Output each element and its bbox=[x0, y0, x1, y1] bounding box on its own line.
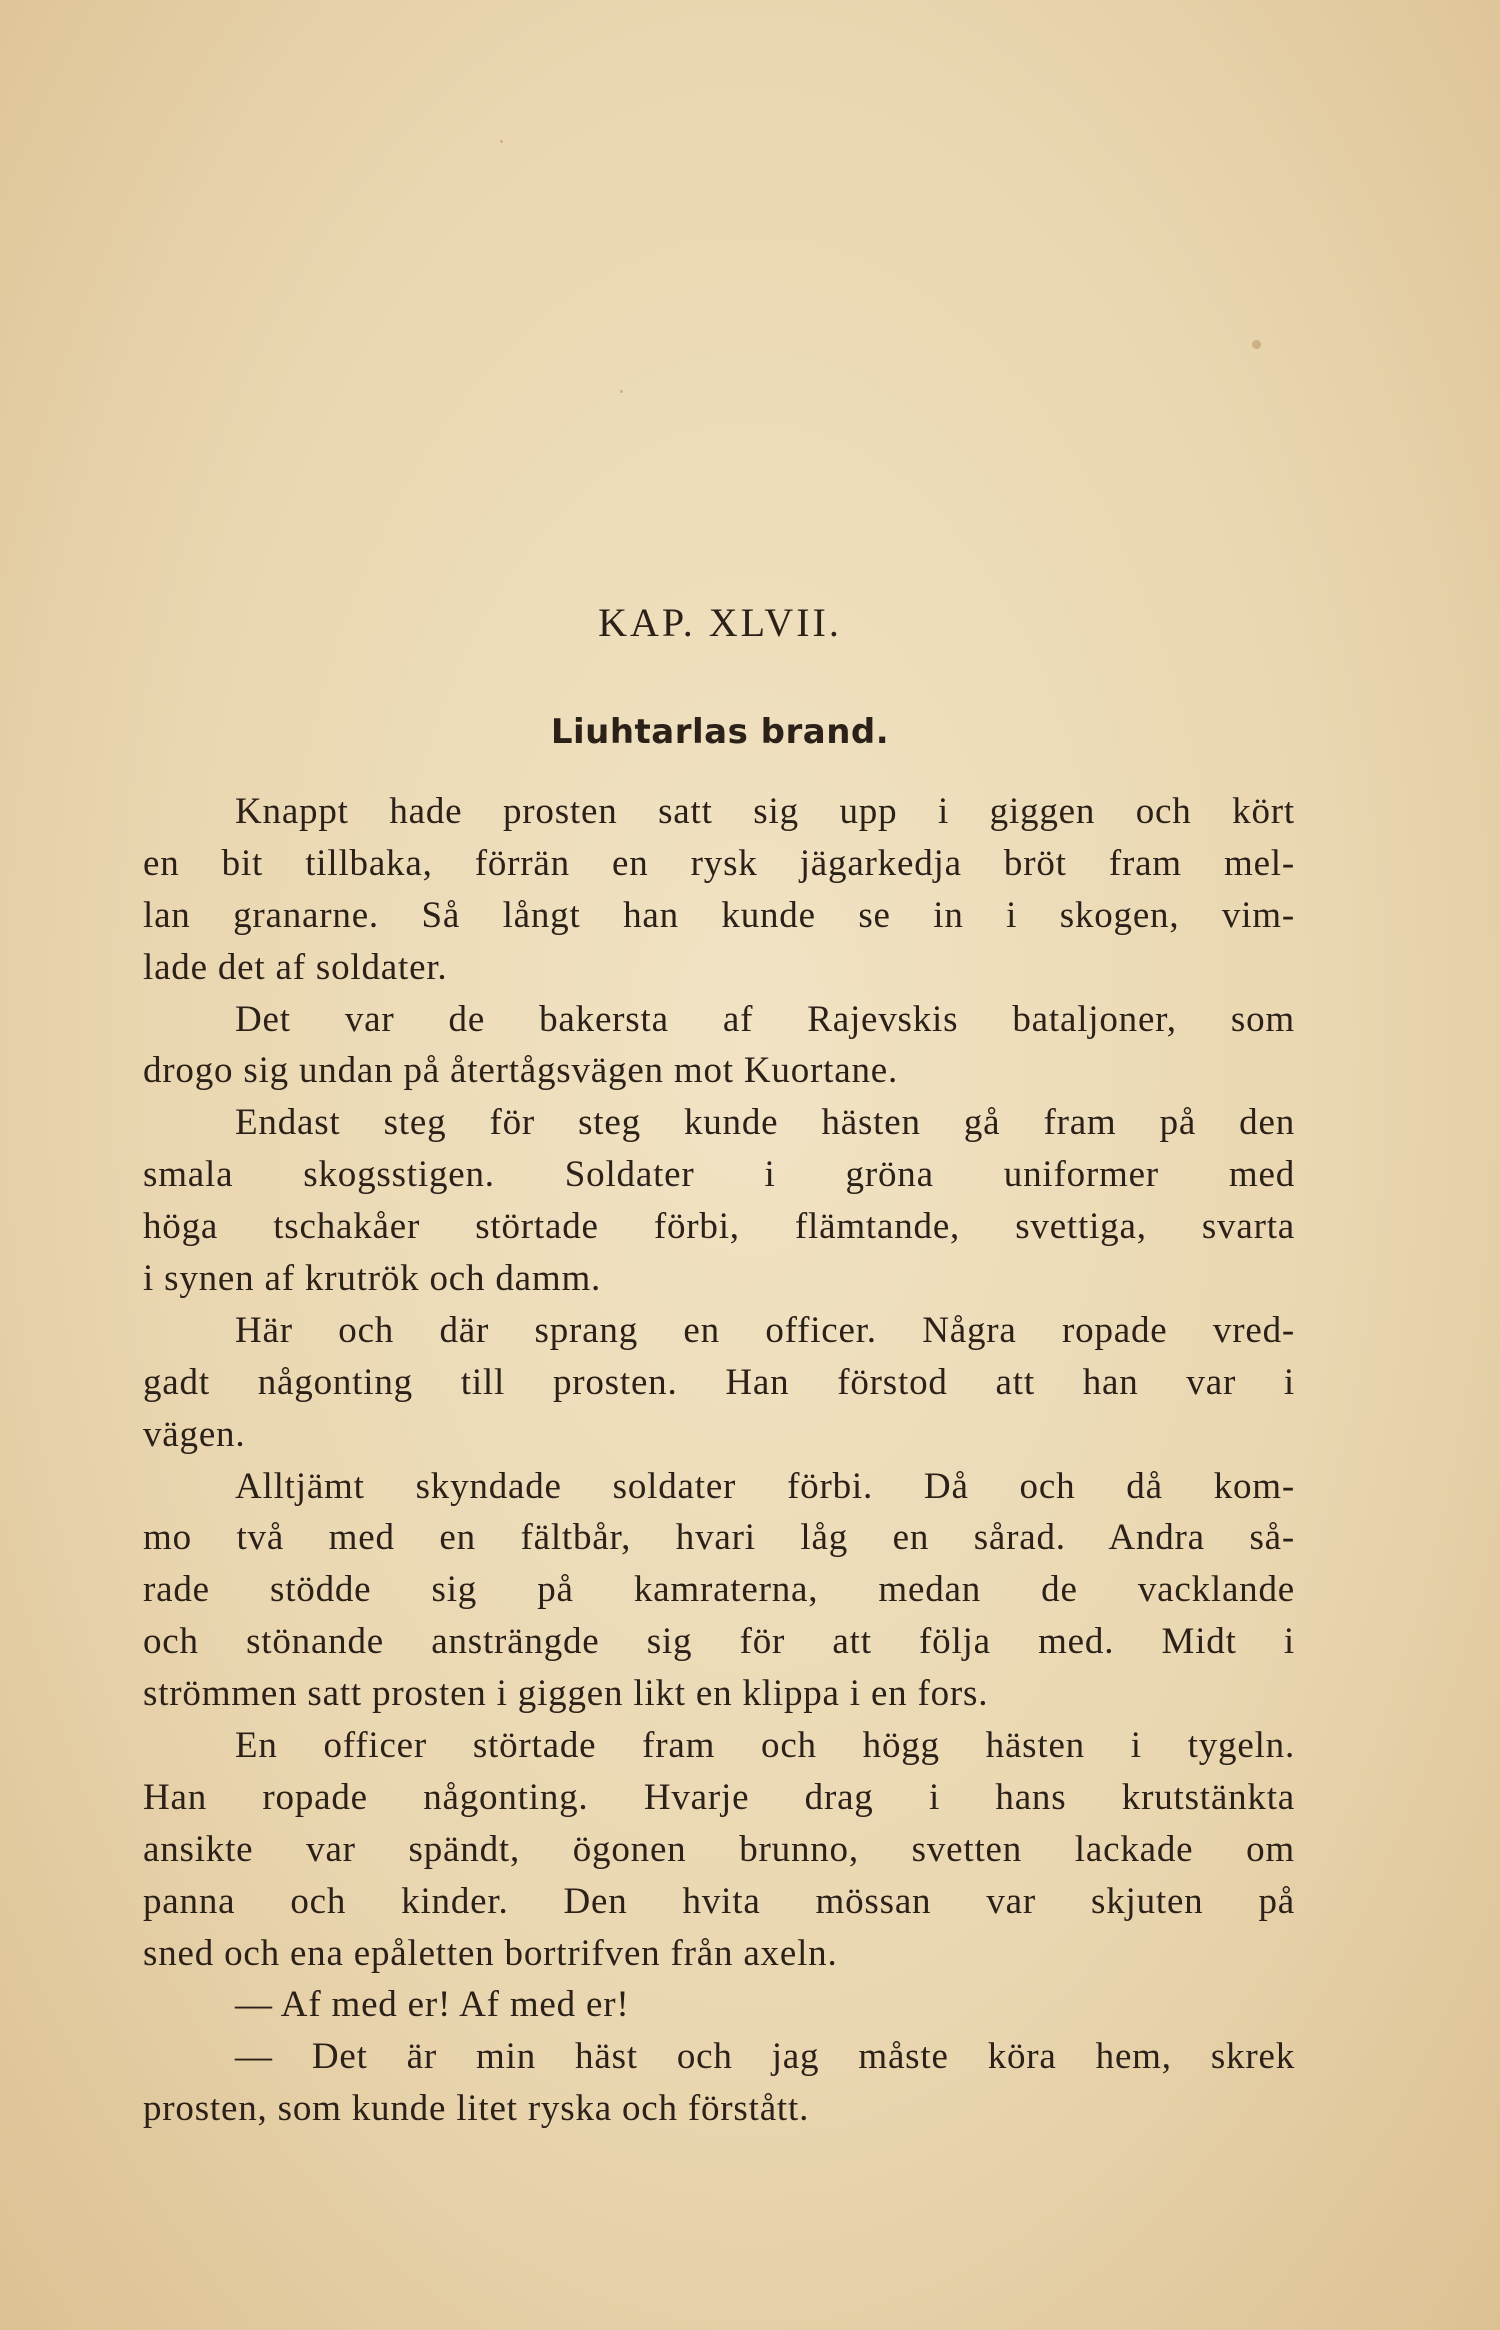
text-line: — Af med er! Af med er! bbox=[235, 1984, 630, 2026]
text-line: Endast steg för steg kunde hästen gå fram på den bbox=[235, 1102, 1295, 1144]
text-line: lan granarne. Så långt han kunde se in i skogen, vim- bbox=[143, 894, 1295, 936]
text-line: Han ropade någonting. Hvarje drag i hans krutstänkta bbox=[143, 1776, 1295, 1818]
text-line: Alltjämt skyndade soldater förbi. Då och då kom- bbox=[235, 1465, 1295, 1507]
text-line: i synen af krutrök och damm. bbox=[143, 1258, 602, 1300]
paper-speck bbox=[1252, 340, 1261, 349]
text-line: rade stödde sig på kamraterna, medan de vacklande bbox=[143, 1569, 1295, 1611]
text-line: gadt någonting till prosten. Han förstod att han var i bbox=[143, 1361, 1295, 1403]
text-line: höga tschakåer störtade förbi, flämtande, svettiga, svarta bbox=[143, 1206, 1295, 1248]
text-line: lade det af soldater. bbox=[143, 946, 448, 988]
text-line: mo två med en fältbår, hvari låg en sårad. Andra så- bbox=[143, 1517, 1295, 1559]
text-line: drogo sig undan på återtågsvägen mot Kuortane. bbox=[143, 1050, 899, 1092]
text-line: smala skogsstigen. Soldater i gröna uniformer med bbox=[143, 1154, 1295, 1196]
paper-speck bbox=[500, 140, 503, 143]
chapter-title: Liuhtarlas brand. bbox=[550, 712, 890, 752]
text-line: Det var de bakersta af Rajevskis bataljoner, som bbox=[235, 998, 1295, 1040]
text-line: ansikte var spändt, ögonen brunno, svetten lackade om bbox=[143, 1828, 1295, 1870]
chapter-heading: KAP. XLVII. bbox=[598, 600, 842, 645]
text-line: sned och ena epåletten bortrifven från axeln. bbox=[143, 1932, 838, 1974]
text-line: Knappt hade prosten satt sig upp i giggen och kört bbox=[235, 791, 1295, 832]
text-line: och stönande ansträngde sig för att följa med. Midt i bbox=[143, 1621, 1295, 1663]
text-line: vägen. bbox=[143, 1413, 246, 1455]
text-line: prosten, som kunde litet ryska och förstått. bbox=[143, 2088, 810, 2130]
text-line: en bit tillbaka, förrän en rysk jägarkedja bröt fram mel- bbox=[143, 842, 1295, 884]
body-text bbox=[143, 786, 1295, 2135]
text-line: En officer störtade fram och högg hästen i tygeln. bbox=[235, 1725, 1295, 1767]
text-line: — Det är min häst och jag måste köra hem, skrek bbox=[235, 2036, 1295, 2078]
text-line: strömmen satt prosten i giggen likt en klippa i en fors. bbox=[143, 1673, 989, 1715]
paper-speck bbox=[620, 390, 623, 393]
text-line: panna och kinder. Den hvita mössan var skjuten på bbox=[143, 1880, 1295, 1922]
text-line: Här och där sprang en officer. Några ropade vred- bbox=[235, 1309, 1295, 1351]
